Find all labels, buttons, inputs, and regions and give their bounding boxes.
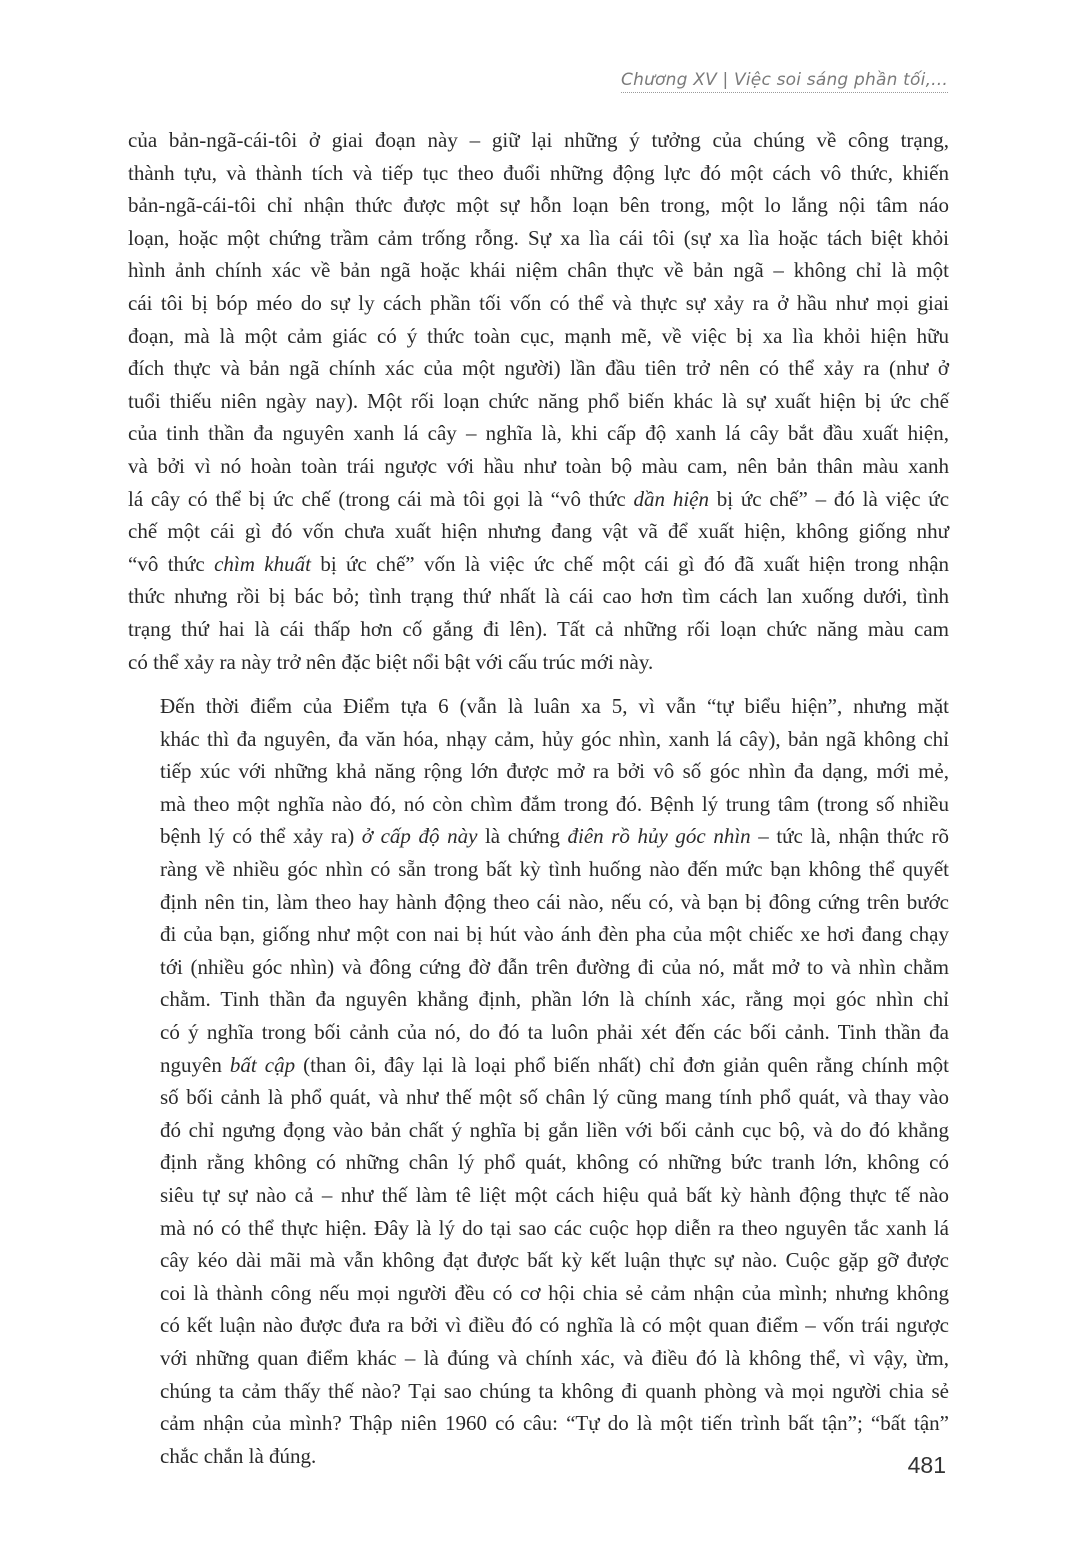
text-line: loạn, hoặc một chứng trầm cảm trống rỗng. Sự xa lìa cái tôi (sự xa lìa hoặc tách biệt khỏi (128, 225, 949, 250)
text-line: cảm nhận của mình? Thập niên 1960 có câu: “Tự do là một tiến trình bất tận”; “bất tận” (160, 1411, 949, 1436)
text-line: đó chỉ ngưng đọng vào bản chất ý nghĩa bị gắn liền với bối cảnh cục bộ, và do đó khẳng (160, 1117, 949, 1142)
text-line: ràng về nhiều góc nhìn có sẵn trong bất kỳ tình huống nào đến mức bạn không thể quyết (160, 857, 949, 882)
text-line: hình ảnh chính xác về bản ngã hoặc khái niệm chân thực về bản ngã – không chỉ là một (128, 258, 949, 283)
text-line: có ý nghĩa trong bối cảnh của nó, do đó ta luôn phải xét đến các bối cảnh. Tinh thần đa (160, 1020, 949, 1045)
text-line: Đến thời điểm của Điểm tựa 6 (vẫn là luân xa 5, vì vẫn “tự biểu hiện”, nhưng mặt (160, 694, 949, 719)
text-line: tới (nhiều góc nhìn) và đông cứng đờ đẫn trên đường đi của nó, mắt mở to và nhìn chằm (160, 954, 949, 979)
italic-emphasis: ở cấp độ này (361, 824, 478, 849)
text-line: có kết luận nào được đưa ra bởi vì điều đó có nghĩa là có một quan điểm – vốn trái ngược (160, 1313, 949, 1338)
italic-emphasis: bất cập (229, 1052, 296, 1077)
text-line: của tinh thần đa nguyên xanh lá cây – nghĩa là, khi cấp độ xanh lá cây bắt đầu xuất hiện, (128, 421, 949, 446)
text-line: tiếp xúc với những khả năng rộng lớn được mở ra bởi vô số góc nhìn đa dạng, mới mẻ, (160, 759, 949, 784)
text-line: trạng thứ hai là cái thấp hơn cố gắng đi lên). Tất cả những rối loạn chức năng màu cam (128, 616, 949, 641)
text-line: định nên tin, làm theo hay hành động theo cái nào, nếu có, và bạn bị đông cứng trên bước (160, 889, 949, 914)
text-line: thành tựu, và thành tích và tiếp tục theo đuổi những động lực đó một cách vô thức, khiến (128, 160, 949, 185)
italic-emphasis: chìm khuất (214, 551, 311, 576)
running-header: Chương XV | Việc soi sáng phần tối,... (621, 70, 948, 93)
text-line: của bản-ngã-cái-tôi ở giai đoạn này – giữ lại những ý tưởng của chúng về công trạng, (128, 128, 949, 152)
text-line: số bối cảnh là phổ quát, và như thế một số chân lý cũng mang tính phổ quát, và thay vào (160, 1085, 949, 1110)
text-line: tuổi thiếu niên ngày nay). Một rối loạn chức năng phổ biến khác là sự xuất hiện bị ức chế (128, 388, 949, 413)
text-line: với những quan điểm khác – là đúng và chính xác, và điều đó là không thể, vì vậy, ừm, (160, 1345, 949, 1370)
text-line: định rằng không có những chân lý phổ quát, không có những bức tranh lớn, không có (160, 1150, 949, 1175)
text-line: mà nó có thể thực hiện. Đây là lý do tại sao các cuộc họp diễn ra theo nguyên tắc xanh lá (160, 1215, 949, 1240)
text-line: đích thực và bản ngã chính xác của một người) lần đầu tiên trở nên có thể xảy ra (như ở (128, 356, 949, 381)
italic-emphasis: dần hiện (633, 486, 709, 511)
text-line: và bởi vì nó hoàn toàn trái ngược với hầu như toàn bộ màu cam, nên bản thân màu xanh (128, 453, 949, 478)
text-line: “vô thức chìm khuất bị ức chế” vốn là việc ức chế một cái gì đó đã xuất hiện trong nhận (128, 551, 950, 576)
text-line: có thể xảy ra này trở nên đặc biệt nổi bật với cấu trúc mới này. (128, 649, 654, 674)
italic-emphasis: điên rồ hủy góc nhìn (567, 824, 751, 849)
text-line: cây kéo dài mãi mà vẫn không đạt được bất kỳ kết luận thực sự nào. Cuộc gặp gỡ được (160, 1248, 949, 1273)
text-line: cái tôi bị bóp méo do sự ly cách phần tối vốn có thể và thực sự xảy ra ở hầu như mọi giai (128, 290, 949, 315)
text-line: coi là thành công nếu mọi người đều có cơ hội chia sẻ cảm nhận của mình; nhưng không (160, 1280, 949, 1305)
text-line: thức nhưng rồi bị bác bỏ; tình trạng thứ nhất là cái cao hơn tìm cách lan xuống dưới, tình (128, 584, 949, 609)
text-line: mà theo một nghĩa nào đó, nó còn chìm đắm trong đó. Bệnh lý trung tâm (trong số nhiều (160, 791, 949, 816)
text-line: bệnh lý có thể xảy ra) ở cấp độ này là chứng điên rồ hủy góc nhìn – tức là, nhận thức rõ (160, 824, 949, 849)
text-line: lá cây có thể bị ức chế (trong cái mà tôi gọi là “vô thức dần hiện bị ức chế” – đó là việc ức (128, 486, 950, 511)
text-line: chắc chắn là đúng. (160, 1443, 317, 1468)
text-line: chằm. Tinh thần đa nguyên khẳng định, phần lớn là chính xác, rằng mọi góc nhìn chỉ (160, 987, 949, 1012)
text-line: chế một cái gì đó vốn chưa xuất hiện nhưng đang vật vã để xuất hiện, không giống như (128, 519, 949, 544)
text-line: nguyên bất cập (than ôi, đây lại là loại phổ biến nhất) chỉ đơn giản quên rằng chính một (160, 1052, 949, 1077)
text-line: đi của bạn, giống như một con nai bị hút vào ánh đèn pha của một chiếc xe hơi đang chạy (160, 922, 949, 947)
text-line: bản-ngã-cái-tôi chỉ nhận thức được một sự hỗn loạn bên trong, một lo lắng nội tâm náo (128, 193, 949, 218)
body-text (128, 124, 949, 1472)
text-line: khác thì đa nguyên, đa văn hóa, nhạy cảm, hủy góc nhìn, xanh lá cây), bản ngã không chỉ (160, 726, 949, 751)
paragraph-1 (128, 124, 949, 678)
text-line: đoạn, mà là một cảm giác có ý thức toàn cục, mạnh mẽ, về việc bị xa lìa khỏi hiện hữu (128, 323, 949, 348)
page-number: 481 (907, 1452, 946, 1478)
paragraph-2 (128, 690, 949, 1472)
text-line: siêu tự sự nào cả – như thế làm tê liệt một cách hiệu quả bất kỳ hành động thực tế nào (160, 1183, 949, 1207)
text-line: chúng ta cảm thấy thế nào? Tại sao chúng ta không đi quanh phòng và mọi người chia sẻ (160, 1378, 949, 1403)
